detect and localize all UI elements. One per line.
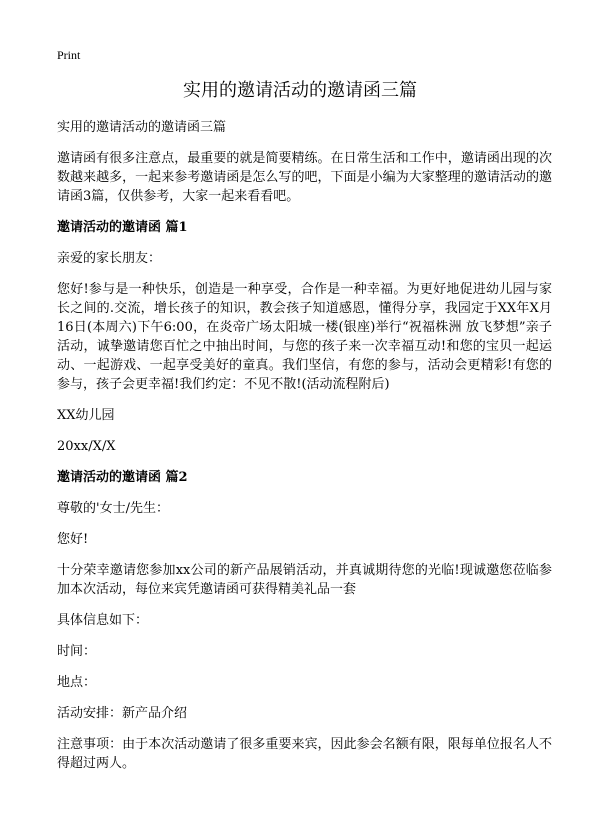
intro-paragraph: 邀请函有很多注意点，最重要的就是简要精练。在日常生活和工作中，邀请函出现的次数越来越多，一起来参考邀请函是怎么写的吧，下面是小编为大家整理的邀请活动的邀请函3篇，仅供参考，大家一起来看看吧。	[57, 151, 552, 204]
letter2-schedule: 活动安排：新产品介绍	[57, 706, 188, 721]
print-label: Print	[57, 48, 81, 62]
letter1-greeting: 亲爱的家长朋友：	[57, 251, 162, 266]
letter1-heading: 邀请活动的邀请函 篇1	[57, 220, 188, 235]
letter2-note: 注意事项：由于本次活动邀请了很多重要来宾，因此参会名额有限，限每单位报名人不得超过两人。	[57, 737, 552, 771]
letter2-greeting: 尊敬的'女士/先生：	[57, 501, 169, 516]
letter2-details-intro: 具体信息如下：	[57, 613, 149, 628]
letter2-hello: 您好!	[57, 532, 89, 547]
intro-subtitle: 实用的邀请活动的邀请函三篇	[57, 120, 227, 135]
letter2-time-label: 时间：	[57, 644, 97, 659]
letter2-place-label: 地点：	[57, 675, 97, 690]
letter1-signature: XX幼儿园	[57, 408, 115, 423]
letter1-body: 您好!参与是一种快乐，创造是一种享受，合作是一种幸福。为更好地促进幼儿园与家长之间的.交流，增长孩子的知识，教会孩子知道感恩，懂得分享，我园定于XX年X月16日(本周六)下午6:00，在炎帝广场太阳城一楼(银座)举行“祝福株洲 放飞梦想”亲子活动，诚挚邀请您百忙之中抽出时间，与您的孩子来一次幸福互动!和您的宝贝一起运动、一起游戏、一起享受美好的童真。我们坚信，有您的参与，活动会更精彩!有您的参与，孩子会更幸福!我们约定：不见不散!(活动流程附后)	[57, 282, 552, 392]
letter2-body: 十分荣幸邀请您参加xx公司的新产品展销活动，并真诚期待您的光临!现诚邀您莅临参加本次活动，每位来宾凭邀请函可获得精美礼品一套	[57, 563, 552, 597]
document-body	[57, 118, 552, 785]
letter1-date: 20xx/X/X	[57, 439, 116, 454]
page-title: 实用的邀请活动的邀请函三篇	[183, 80, 417, 101]
letter2-heading: 邀请活动的邀请函 篇2	[57, 470, 188, 485]
